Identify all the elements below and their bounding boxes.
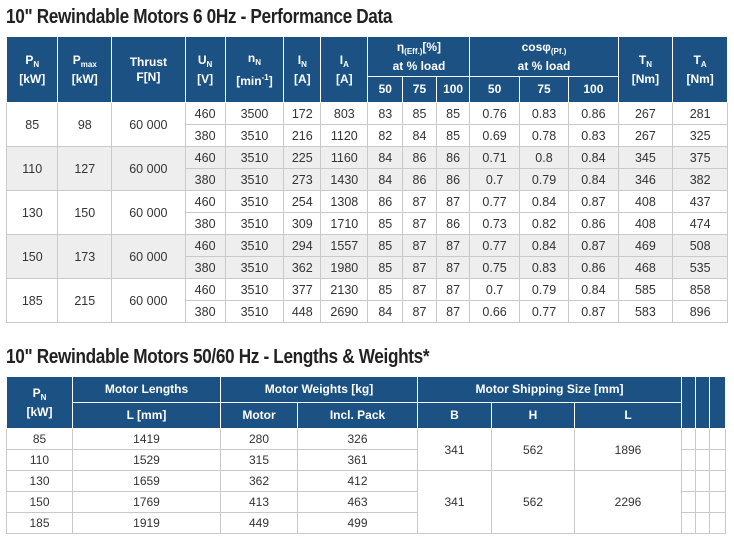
cell-pack-weight: 412 bbox=[298, 471, 418, 492]
cell-pn: 130 bbox=[7, 471, 73, 492]
col-in-header: $I_N$ [A] bbox=[284, 37, 321, 103]
cell-motor-weight: 413 bbox=[221, 492, 298, 513]
cell-nn: 3510 bbox=[225, 301, 284, 323]
cell-eff: 85 bbox=[368, 279, 403, 301]
cell-un: 380 bbox=[185, 169, 225, 191]
cell-eff: 85 bbox=[436, 125, 470, 147]
cell-in: 254 bbox=[284, 191, 321, 213]
cell-pn: 150 bbox=[7, 492, 73, 513]
cell-length: 1419 bbox=[73, 429, 221, 450]
cell-tn: 345 bbox=[618, 147, 673, 169]
lw-motor-lengths-header: Motor Lengths bbox=[73, 377, 221, 403]
cell-length: 1529 bbox=[73, 450, 221, 471]
cell-eff: 87 bbox=[403, 257, 437, 279]
cell-pn: 85 bbox=[7, 429, 73, 450]
cell-cos: 0.86 bbox=[569, 213, 618, 235]
cell-eff: 87 bbox=[436, 257, 470, 279]
cell-thrust: 60 000 bbox=[112, 103, 186, 147]
cell-cos: 0.78 bbox=[519, 125, 568, 147]
cell-nn: 3510 bbox=[225, 257, 284, 279]
lengths-title: 10" Rewindable Motors 50/60 Hz - Lengths & Weights* bbox=[6, 346, 430, 368]
cell-eff: 85 bbox=[436, 103, 470, 125]
cell-blank bbox=[696, 450, 710, 471]
cell-cos: 0.71 bbox=[470, 147, 519, 169]
cell-in: 172 bbox=[284, 103, 321, 125]
table-row bbox=[7, 191, 728, 213]
cell-thrust: 60 000 bbox=[112, 279, 186, 323]
cell-cos: 0.79 bbox=[519, 169, 568, 191]
cell-cos: 0.83 bbox=[519, 103, 568, 125]
lw-b-header: B bbox=[418, 403, 492, 429]
col-thrust-header: Thrust F[N] bbox=[112, 37, 186, 103]
cell-blank bbox=[710, 513, 726, 534]
cell-eff: 86 bbox=[368, 191, 403, 213]
cell-in: 216 bbox=[284, 125, 321, 147]
cell-un: 460 bbox=[185, 147, 225, 169]
cell-eff: 84 bbox=[368, 301, 403, 323]
cell-cos: 0.82 bbox=[519, 213, 568, 235]
col-eff-header: $\eta_{(Eff.)}[\%]$ at % load bbox=[368, 37, 470, 77]
cell-in: 294 bbox=[284, 235, 321, 257]
col-pn-header: $P_N$ [kW] bbox=[7, 37, 58, 103]
cell-cos: 0.86 bbox=[569, 103, 618, 125]
lw-l-mm-header: L [mm] bbox=[73, 403, 221, 429]
cell-pmax: 98 bbox=[58, 103, 112, 147]
col-un-header: $U_N$ [V] bbox=[185, 37, 225, 103]
cell-blank bbox=[682, 471, 696, 492]
cell-blank bbox=[710, 492, 726, 513]
table-row bbox=[7, 279, 728, 301]
cell-ia: 1557 bbox=[321, 235, 368, 257]
cell-eff: 85 bbox=[368, 257, 403, 279]
cell-eff: 87 bbox=[436, 191, 470, 213]
cell-ship-l: 2296 bbox=[575, 471, 682, 534]
cell-eff: 85 bbox=[403, 103, 437, 125]
cell-blank bbox=[710, 471, 726, 492]
cell-length: 1659 bbox=[73, 471, 221, 492]
cell-pack-weight: 361 bbox=[298, 450, 418, 471]
lw-shipping-header: Motor Shipping Size [mm] bbox=[418, 377, 682, 403]
cell-eff: 82 bbox=[368, 125, 403, 147]
cell-nn: 3500 bbox=[225, 103, 284, 125]
cell-tn: 408 bbox=[618, 213, 673, 235]
cell-pn: 150 bbox=[7, 235, 58, 279]
cell-eff: 87 bbox=[436, 301, 470, 323]
cell-pmax: 127 bbox=[58, 147, 112, 191]
cell-cos: 0.87 bbox=[569, 301, 618, 323]
cell-ta: 281 bbox=[673, 103, 728, 125]
cell-in: 273 bbox=[284, 169, 321, 191]
cell-pack-weight: 499 bbox=[298, 513, 418, 534]
cell-blank bbox=[696, 513, 710, 534]
cell-eff: 87 bbox=[403, 213, 437, 235]
cell-cos: 0.7 bbox=[470, 169, 519, 191]
lw-l-header: L bbox=[575, 403, 682, 429]
cell-un: 460 bbox=[185, 191, 225, 213]
cell-blank bbox=[682, 429, 696, 450]
cell-ship-h: 562 bbox=[492, 471, 575, 534]
cell-in: 309 bbox=[284, 213, 321, 235]
lw-motor-weights-header: Motor Weights [kg] bbox=[221, 377, 418, 403]
cell-ship-b: 341 bbox=[418, 471, 492, 534]
cell-eff: 85 bbox=[368, 235, 403, 257]
cell-nn: 3510 bbox=[225, 279, 284, 301]
cell-motor-weight: 280 bbox=[221, 429, 298, 450]
cell-ta: 858 bbox=[673, 279, 728, 301]
cell-cos: 0.69 bbox=[470, 125, 519, 147]
cell-cos: 0.87 bbox=[569, 235, 618, 257]
cell-ia: 803 bbox=[321, 103, 368, 125]
cell-thrust: 60 000 bbox=[112, 235, 186, 279]
col-ia-header: $I_A$ [A] bbox=[321, 37, 368, 103]
cell-eff: 87 bbox=[403, 235, 437, 257]
cell-ta: 474 bbox=[673, 213, 728, 235]
cell-pmax: 173 bbox=[58, 235, 112, 279]
cell-pn: 185 bbox=[7, 513, 73, 534]
cell-ia: 2690 bbox=[321, 301, 368, 323]
lw-blank-header bbox=[710, 377, 726, 429]
cell-cos: 0.77 bbox=[470, 235, 519, 257]
cell-cos: 0.77 bbox=[519, 301, 568, 323]
cell-cos: 0.75 bbox=[470, 257, 519, 279]
cell-un: 380 bbox=[185, 301, 225, 323]
cell-pn: 110 bbox=[7, 147, 58, 191]
cell-eff: 84 bbox=[403, 125, 437, 147]
cell-un: 380 bbox=[185, 125, 225, 147]
cell-tn: 468 bbox=[618, 257, 673, 279]
cell-tn: 469 bbox=[618, 235, 673, 257]
cell-ta: 896 bbox=[673, 301, 728, 323]
col-ta-header: $T_A$ [Nm] bbox=[673, 37, 728, 103]
lw-h-header: H bbox=[492, 403, 575, 429]
cell-tn: 267 bbox=[618, 103, 673, 125]
cell-eff: 86 bbox=[436, 213, 470, 235]
cell-eff: 86 bbox=[403, 147, 437, 169]
cell-tn: 585 bbox=[618, 279, 673, 301]
cell-pack-weight: 326 bbox=[298, 429, 418, 450]
cell-blank bbox=[682, 492, 696, 513]
table-row bbox=[7, 147, 728, 169]
performance-table bbox=[6, 36, 728, 323]
cell-pmax: 150 bbox=[58, 191, 112, 235]
lw-blank-header bbox=[682, 377, 696, 429]
table-row bbox=[7, 235, 728, 257]
cell-ia: 1160 bbox=[321, 147, 368, 169]
cell-pn: 185 bbox=[7, 279, 58, 323]
cell-tn: 346 bbox=[618, 169, 673, 191]
cell-motor-weight: 315 bbox=[221, 450, 298, 471]
col-tn-header: $T_N$ [Nm] bbox=[618, 37, 673, 103]
lengths-weights-table bbox=[6, 376, 726, 534]
cell-blank bbox=[696, 429, 710, 450]
cell-cos: 0.7 bbox=[470, 279, 519, 301]
lw-motor-header: Motor bbox=[221, 403, 298, 429]
table-row bbox=[7, 471, 726, 492]
cell-eff: 87 bbox=[436, 279, 470, 301]
cell-eff: 83 bbox=[368, 103, 403, 125]
cell-ta: 535 bbox=[673, 257, 728, 279]
cell-cos: 0.73 bbox=[470, 213, 519, 235]
cell-ia: 1430 bbox=[321, 169, 368, 191]
eff-load-50: 50 bbox=[368, 77, 403, 103]
cell-in: 225 bbox=[284, 147, 321, 169]
cell-blank bbox=[710, 429, 726, 450]
cell-blank bbox=[710, 450, 726, 471]
cell-cos: 0.84 bbox=[569, 279, 618, 301]
cell-cos: 0.76 bbox=[470, 103, 519, 125]
lw-incl-pack-header: Incl. Pack bbox=[298, 403, 418, 429]
cell-cos: 0.84 bbox=[519, 191, 568, 213]
cell-cos: 0.83 bbox=[569, 125, 618, 147]
cell-thrust: 60 000 bbox=[112, 191, 186, 235]
eff-load-75: 75 bbox=[403, 77, 437, 103]
cell-pn: 85 bbox=[7, 103, 58, 147]
cell-nn: 3510 bbox=[225, 191, 284, 213]
cell-cos: 0.87 bbox=[569, 191, 618, 213]
cell-eff: 86 bbox=[403, 169, 437, 191]
cell-cos: 0.77 bbox=[470, 191, 519, 213]
cell-pn: 130 bbox=[7, 191, 58, 235]
cell-ship-h: 562 bbox=[492, 429, 575, 471]
cell-un: 380 bbox=[185, 213, 225, 235]
cell-un: 460 bbox=[185, 235, 225, 257]
cell-ta: 325 bbox=[673, 125, 728, 147]
cell-tn: 583 bbox=[618, 301, 673, 323]
cell-in: 362 bbox=[284, 257, 321, 279]
cell-in: 377 bbox=[284, 279, 321, 301]
cell-blank bbox=[682, 513, 696, 534]
cell-motor-weight: 449 bbox=[221, 513, 298, 534]
cell-pack-weight: 463 bbox=[298, 492, 418, 513]
performance-title: 10" Rewindable Motors 6 0Hz - Performance Data bbox=[6, 6, 393, 28]
cell-ta: 382 bbox=[673, 169, 728, 191]
cell-ta: 508 bbox=[673, 235, 728, 257]
cell-eff: 86 bbox=[436, 169, 470, 191]
cell-nn: 3510 bbox=[225, 235, 284, 257]
cell-length: 1769 bbox=[73, 492, 221, 513]
cell-un: 460 bbox=[185, 103, 225, 125]
cell-cos: 0.84 bbox=[519, 235, 568, 257]
cell-eff: 85 bbox=[368, 213, 403, 235]
cell-blank bbox=[696, 492, 710, 513]
cell-pmax: 215 bbox=[58, 279, 112, 323]
cell-un: 460 bbox=[185, 279, 225, 301]
cos-load-50: 50 bbox=[470, 77, 519, 103]
cell-tn: 408 bbox=[618, 191, 673, 213]
cell-eff: 87 bbox=[436, 235, 470, 257]
cell-ia: 2130 bbox=[321, 279, 368, 301]
cell-ia: 1308 bbox=[321, 191, 368, 213]
cell-cos: 0.83 bbox=[519, 257, 568, 279]
cos-load-100: 100 bbox=[569, 77, 618, 103]
cell-eff: 87 bbox=[403, 301, 437, 323]
cell-nn: 3510 bbox=[225, 147, 284, 169]
lw-col-pn-header: $P_N$ [kW] bbox=[7, 377, 73, 429]
cell-ia: 1710 bbox=[321, 213, 368, 235]
cell-blank bbox=[696, 471, 710, 492]
cell-nn: 3510 bbox=[225, 169, 284, 191]
cell-tn: 267 bbox=[618, 125, 673, 147]
cell-eff: 87 bbox=[403, 279, 437, 301]
cell-nn: 3510 bbox=[225, 125, 284, 147]
cell-cos: 0.79 bbox=[519, 279, 568, 301]
cell-cos: 0.84 bbox=[569, 169, 618, 191]
cell-cos: 0.86 bbox=[569, 257, 618, 279]
table-row bbox=[7, 429, 726, 450]
cell-eff: 84 bbox=[368, 147, 403, 169]
eff-load-100: 100 bbox=[436, 77, 470, 103]
cell-in: 448 bbox=[284, 301, 321, 323]
cell-blank bbox=[682, 450, 696, 471]
cell-ia: 1980 bbox=[321, 257, 368, 279]
col-nn-header: $n_N$ $[\min^{-1}]$ bbox=[225, 37, 284, 103]
cos-load-75: 75 bbox=[519, 77, 568, 103]
cell-cos: 0.8 bbox=[519, 147, 568, 169]
cell-eff: 87 bbox=[403, 191, 437, 213]
cell-pn: 110 bbox=[7, 450, 73, 471]
col-cos-header: cosφ$_{(Pf.)}$ at % load bbox=[470, 37, 618, 77]
cell-ia: 1120 bbox=[321, 125, 368, 147]
cell-length: 1919 bbox=[73, 513, 221, 534]
col-pmax-header: $P_{max}$ [kW] bbox=[58, 37, 112, 103]
table-row bbox=[7, 103, 728, 125]
cell-cos: 0.84 bbox=[569, 147, 618, 169]
cell-un: 380 bbox=[185, 257, 225, 279]
cell-nn: 3510 bbox=[225, 213, 284, 235]
cell-eff: 84 bbox=[368, 169, 403, 191]
cell-ship-b: 341 bbox=[418, 429, 492, 471]
cell-eff: 86 bbox=[436, 147, 470, 169]
lw-blank-header bbox=[696, 377, 710, 429]
cell-motor-weight: 362 bbox=[221, 471, 298, 492]
cell-thrust: 60 000 bbox=[112, 147, 186, 191]
cell-ship-l: 1896 bbox=[575, 429, 682, 471]
cell-ta: 437 bbox=[673, 191, 728, 213]
cell-ta: 375 bbox=[673, 147, 728, 169]
cell-cos: 0.66 bbox=[470, 301, 519, 323]
